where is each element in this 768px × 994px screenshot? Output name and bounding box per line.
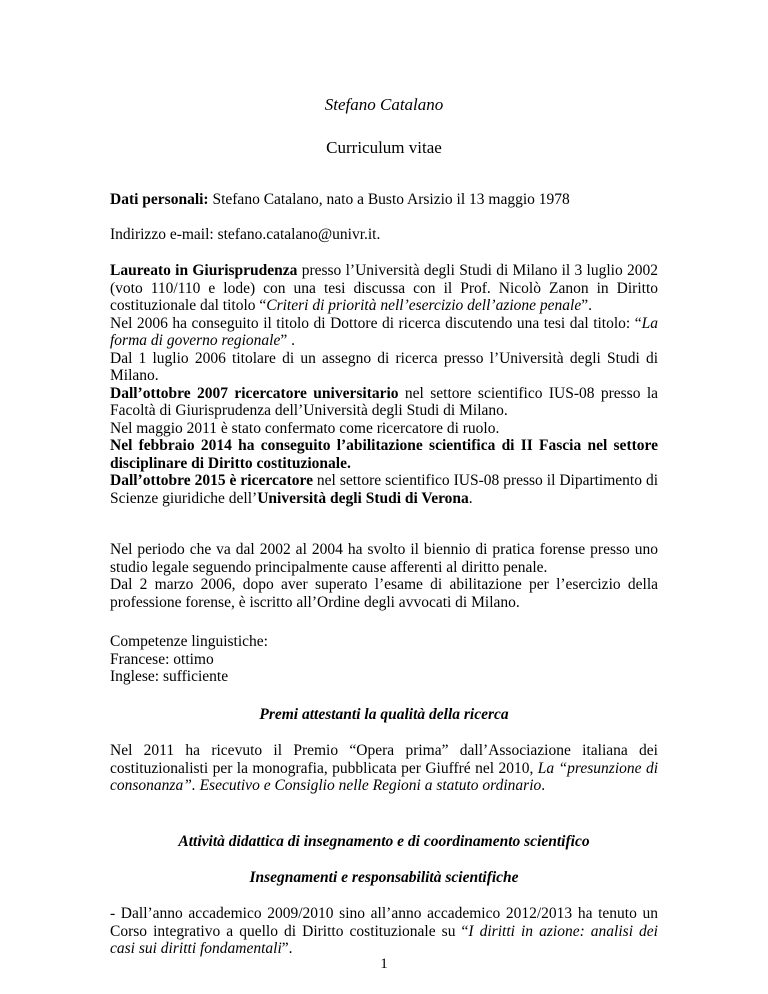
verona-end: . (468, 489, 473, 507)
awards-heading (110, 706, 658, 724)
teaching-subheading-text: Insegnamenti e responsabilità scientifiche (249, 869, 519, 886)
research-grant: Dal 1 luglio 2006 titolare di un assegno di ricerca presso l’Università degli Studi di Milano. (110, 349, 658, 384)
personal-label: Dati personali: (110, 191, 209, 208)
verona-text: nel settore scientifico IUS-08 presso il Dipartimento di Scienze giuridiche dell’ (110, 472, 658, 507)
forensic-section (110, 541, 658, 611)
teaching-heading-text: Attività didattica di insegnamento e di coordinamento scientifico (178, 833, 590, 850)
degree-end: ”. (581, 297, 592, 314)
phd-thesis-title: La forma di governo regionale (110, 314, 658, 349)
awards-section (110, 742, 658, 795)
course-end: ”. (281, 940, 293, 957)
phd-text: Nel 2006 ha conseguito il titolo di Dottore di ricerca discutendo una tesi dal titolo: “ (110, 314, 642, 332)
career-section (110, 262, 658, 507)
awards-heading-text: Premi attestanti la qualità della ricerca (259, 706, 509, 723)
page-number: 1 (380, 956, 388, 972)
researcher-text: nel settore scientifico IUS-08 presso la Facoltà di Giurisprudenza dell’Università degli Studi di Milano. (110, 384, 658, 419)
email-line: Indirizzo e-mail: stefano.catalano@univr.it. (110, 226, 381, 243)
phd-end: ” . (280, 332, 295, 349)
degree-label: Laureato in Giurisprudenza (110, 262, 298, 279)
teaching-item (110, 905, 658, 958)
languages-heading: Competenze linguistiche: (110, 633, 268, 650)
languages-section (110, 633, 658, 686)
confirmation: Nel maggio 2011 è stato confermato come ricercatore di ruolo. (110, 419, 500, 437)
habilitation: Nel febbraio 2014 ha conseguito l’abilitazione scientifica di II Fascia nel settore disciplinare di Diritto costituzionale. (110, 437, 658, 472)
bar-admission: Dal 2 marzo 2006, dopo aver superato l’esame di abilitazione per l’esercizio della professione forense, è iscritto all’Ordine degli avvocati di Milano. (110, 576, 658, 611)
personal-text: Stefano Catalano, nato a Busto Arsizio il 13 maggio 1978 (208, 191, 570, 208)
verona-label: Dall’ottobre 2015 è ricercatore (110, 472, 313, 489)
author-name: Stefano Catalano (324, 95, 444, 114)
researcher-label: Dall’ottobre 2007 ricercatore universitario (110, 384, 399, 402)
language-english: Inglese: sufficiente (110, 668, 229, 685)
course-title: I diritti in azione: analisi dei casi sui diritti fondamentali (110, 922, 658, 957)
document-title: Curriculum vitae (326, 138, 442, 157)
teaching-heading (110, 833, 658, 851)
course-text: - Dall’anno accademico 2009/2010 sino all’anno accademico 2012/2013 ha tenuto un Corso integrativo a quello di Diritto costituzionale su “ (110, 905, 658, 940)
teaching-subheading (110, 869, 658, 887)
award-text: Nel 2011 ha ricevuto il Premio “Opera prima” dall’Associazione italiana dei costituzionalisti per la monografia, pubblicata per Giuffré nel 2010, (110, 742, 658, 777)
thesis-title: Criteri di priorità nell’esercizio dell’azione penale (266, 297, 582, 314)
verona-university: Università degli Studi di Verona (257, 489, 469, 507)
degree-text: presso l’Università degli Studi di Milano il 3 luglio 2002 (voto 110/110 e lode) con una tesi discussa con il Prof. Nicolò Zanon in Diritto costituzionale dal titolo “ (110, 262, 658, 314)
personal-data (110, 191, 658, 209)
forensic-practice: Nel periodo che va dal 2002 al 2004 ha svolto il biennio di pratica forense presso uno studio legale seguendo principalmente cause afferenti al diritto penale. (110, 541, 658, 576)
award-end: . (541, 777, 546, 794)
language-french: Francese: ottimo (110, 650, 214, 668)
monograph-title: La “presunzione di consonanza”. Esecutivo e Consiglio nelle Regioni a statuto ordinario (110, 759, 658, 794)
